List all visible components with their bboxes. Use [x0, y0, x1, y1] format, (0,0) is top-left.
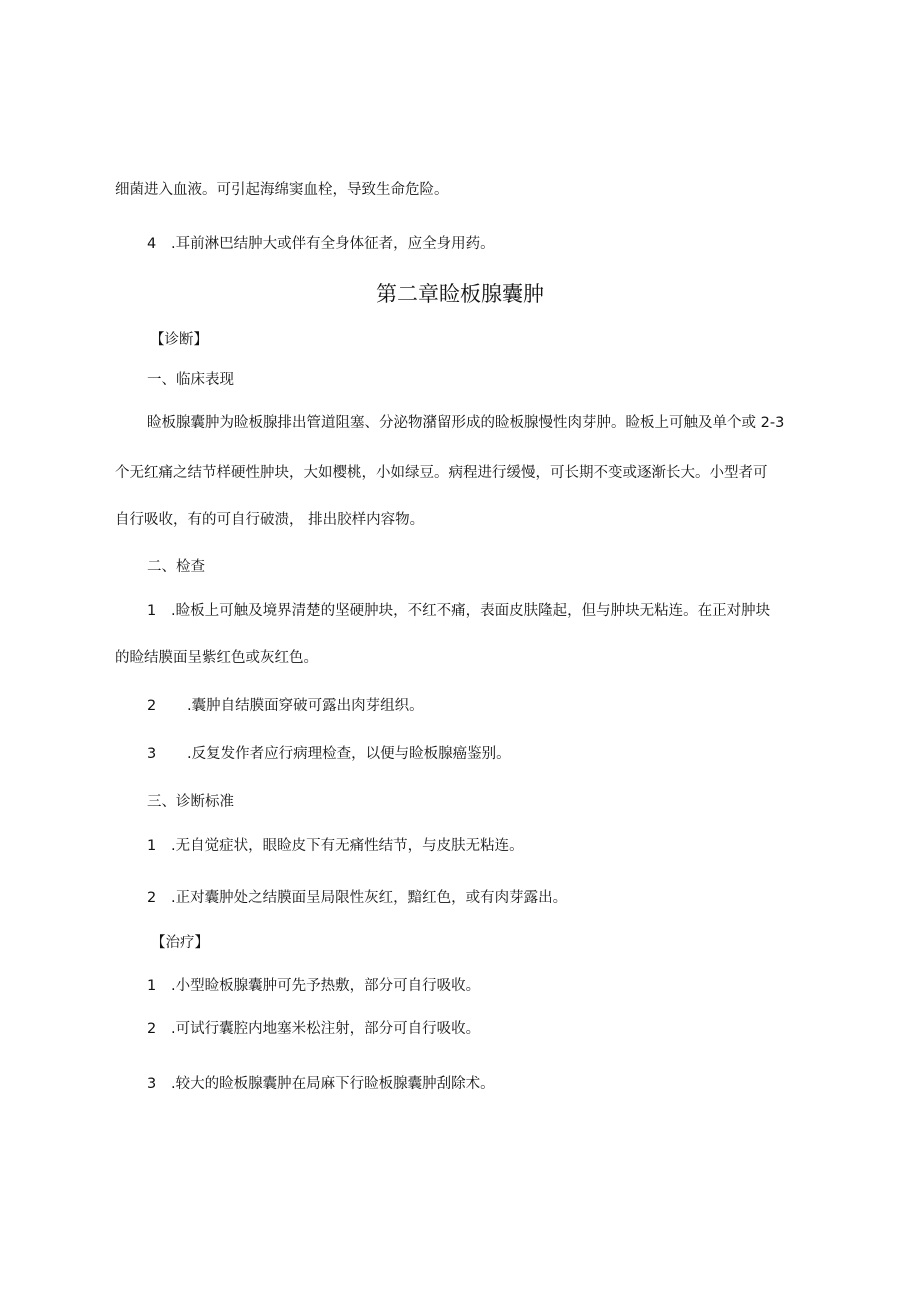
list-item [147, 1074, 495, 1094]
list-text: .反复发作者应行病理检查，以便与睑板腺癌鉴别。 [187, 746, 511, 762]
list-text: .小型睑板腺囊肿可先予热敷，部分可自行吸收。 [171, 978, 481, 994]
list-number: 3 [147, 1076, 157, 1092]
list-text: .正对囊肿处之结膜面呈局限性灰红，黯红色，或有肉芽露出。 [171, 890, 568, 906]
intro-line: 细菌进入血液。可引起海绵窦血栓，导致生命危险。 [115, 182, 449, 198]
paragraph-line: 个无红痛之结节样硬性肿块，大如樱桃，小如绿豆。病程进行缓慢，可长期不变或逐渐长大。小型者可 [115, 465, 768, 481]
list-number: 4 [147, 236, 157, 252]
chapter-title: 第二章睑板腺囊肿 [376, 282, 544, 306]
list-text: .睑板上可触及境界清楚的坚硬肿块，不红不痛，表面皮肤隆起，但与肿块无粘连。在正对肿块 [171, 603, 771, 619]
list-item [147, 1019, 480, 1039]
subsection-heading-clinical: 一、临床表现 [147, 372, 234, 388]
list-number: 2 [147, 698, 157, 714]
list-number: 1 [147, 978, 157, 994]
list-number: 2 [147, 890, 157, 906]
list-number: 1 [147, 603, 157, 619]
list-item [147, 744, 511, 764]
list-text: .较大的睑板腺囊肿在局麻下行睑板腺囊肿刮除术。 [171, 1076, 495, 1092]
list-item [147, 888, 567, 908]
list-text: .囊肿自结膜面穿破可露出肉芽组织。 [187, 698, 424, 714]
list-item [147, 601, 770, 621]
list-number: 1 [147, 838, 157, 854]
section-heading-treatment: 【治疗】 [151, 935, 209, 951]
subsection-heading-criteria: 三、诊断标准 [147, 794, 234, 810]
section-heading-diagnosis: 【诊断】 [150, 332, 208, 348]
paragraph-line: 自行吸收，有的可自行破溃， 排出胶样内容物。 [115, 512, 425, 528]
list-text: .可试行囊腔内地塞米松注射，部分可自行吸收。 [171, 1021, 481, 1037]
list-item [147, 976, 480, 996]
paragraph-line: 睑板腺囊肿为睑板腺排出管道阻塞、分泌物潴留形成的睑板腺慢性肉芽肿。睑板上可触及单个或 2-3 [147, 415, 785, 431]
list-item-continuation: 的睑结膜面呈紫红色或灰红色。 [115, 650, 318, 666]
list-text: .无自觉症状，眼睑皮下有无痛性结节，与皮肤无粘连。 [171, 838, 524, 854]
subsection-heading-exam: 二、检查 [147, 559, 205, 575]
list-text: .耳前淋巴结肿大或伴有全身体征者，应全身用药。 [171, 236, 495, 252]
list-number: 2 [147, 1021, 157, 1037]
list-item [147, 836, 524, 856]
list-item [147, 234, 495, 254]
list-number: 3 [147, 746, 157, 762]
list-item [147, 696, 424, 716]
